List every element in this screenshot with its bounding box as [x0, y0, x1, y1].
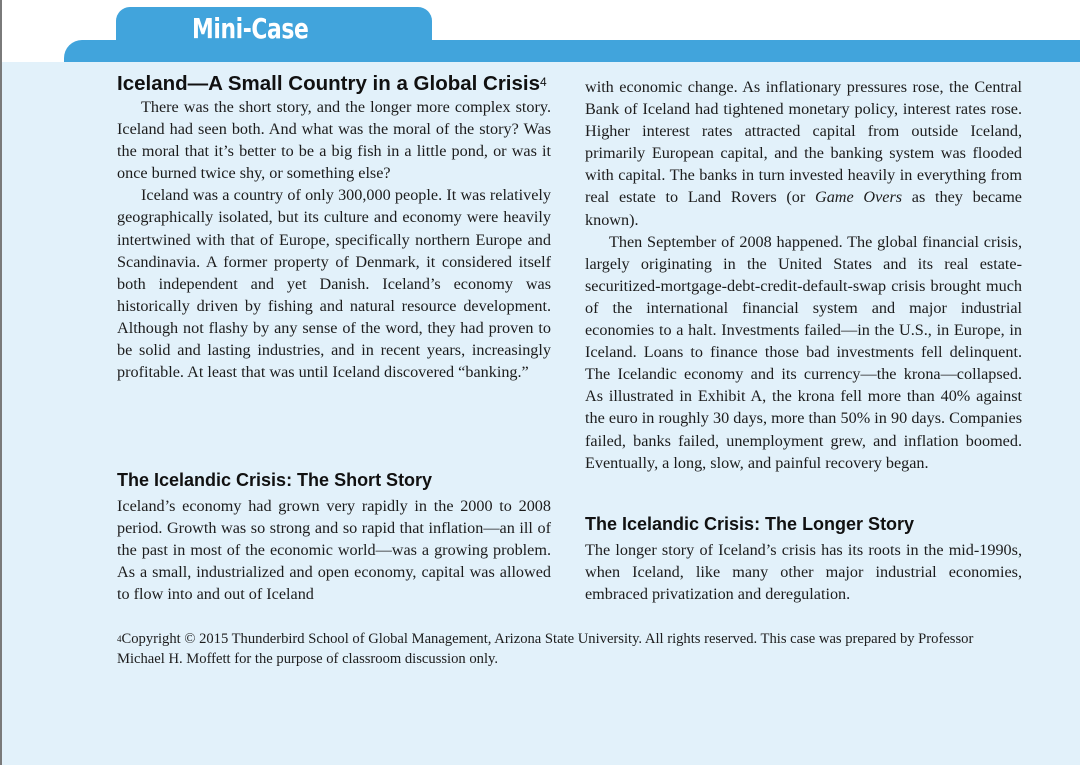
case-title [117, 72, 551, 96]
short-story-paragraph-right [585, 76, 1022, 231]
copyright-footnote [117, 629, 1022, 669]
page-left-edge [0, 0, 2, 765]
short-story-text-a: with economic change. As inflationary pressures rose, the Central Bank of Iceland had tightened monetary policy, interest rates rose. Higher interest rates attracted capital from outside Iceland, primarily European capital, and the banking system was flooded with capital. The banks in turn invested heavily in everything from real estate to Land Rovers (or [585, 78, 1022, 207]
footnote-marker: 4 [117, 634, 122, 644]
case-title-text: Iceland—A Small Country in a Global Crisis [117, 72, 541, 95]
mini-case-label: Mini-Case [192, 12, 309, 45]
game-overs-italic: Game Overs [815, 188, 903, 207]
longer-story-heading: The Icelandic Crisis: The Longer Story [585, 514, 915, 534]
longer-story-paragraph: The longer story of Iceland’s crisis has its roots in the mid-1990s, when Iceland, like many other major industrial economies, embraced privatization and deregulation. [585, 541, 1022, 604]
short-story-text-b: as they became known). [585, 188, 1022, 229]
short-story-heading: The Icelandic Crisis: The Short Story [117, 470, 433, 490]
case-title-footnote-ref: 4 [540, 75, 547, 89]
footnote-text: Copyright © 2015 Thunderbird School of Global Management, Arizona State University. All rights reserved. This case was prepared by Professor Michael H. Moffett for the purpose of classroom discussion only. [117, 631, 974, 667]
short-story-paragraph-2: Then September of 2008 happened. The global financial crisis, largely originating in the United States and its real estate-securitized-mortgage-debt-credit-default-swap crisis brought much of the international financial system and major industrial economies to a halt. Investments failed—in the U.S., in Europe, in Iceland. Loans to finance those bad investments fell delinquent. The Icelandic economy and its currency—the krona—collapsed. As illustrated in Exhibit A, the krona fell more than 40% against the euro in roughly 30 days, more than 50% in 90 days. Companies failed, banks failed, unemployment grew, and inflation boomed. Eventually, a long, slow, and painful recovery began. [585, 232, 1022, 472]
short-story-paragraph-left: Iceland’s economy had grown very rapidly in the 2000 to 2008 period. Growth was so strong and so rapid that inflation—an ill of the past in most of the economic world—was a growing problem. As a small, industrialized and open economy, capital was allowed to flow into and out of Iceland [117, 497, 551, 604]
intro-paragraph-2: Iceland was a country of only 300,000 people. It was relatively geographically isolated, but its culture and economy were heavily intertwined with that of Europe, specifically northern Europe and Scandinavia. A former property of Denmark, it considered itself both independent and yet Danish. Iceland’s economy was historically driven by fishing and natural resource development. Although not flashy by any sense of the word, they had proven to be solid and lasting industries, and in recent years, increasingly profitable. At least that was until Iceland discovered “banking.” [117, 186, 551, 382]
left-column [117, 72, 551, 383]
intro-paragraph-1: There was the short story, and the longer more complex story. Iceland had seen both. And what was the moral of the story? Was the moral that it’s better to be a big fish in a little pond, or was it once burned twice shy, or something else? [117, 98, 551, 183]
right-column [585, 76, 1022, 474]
